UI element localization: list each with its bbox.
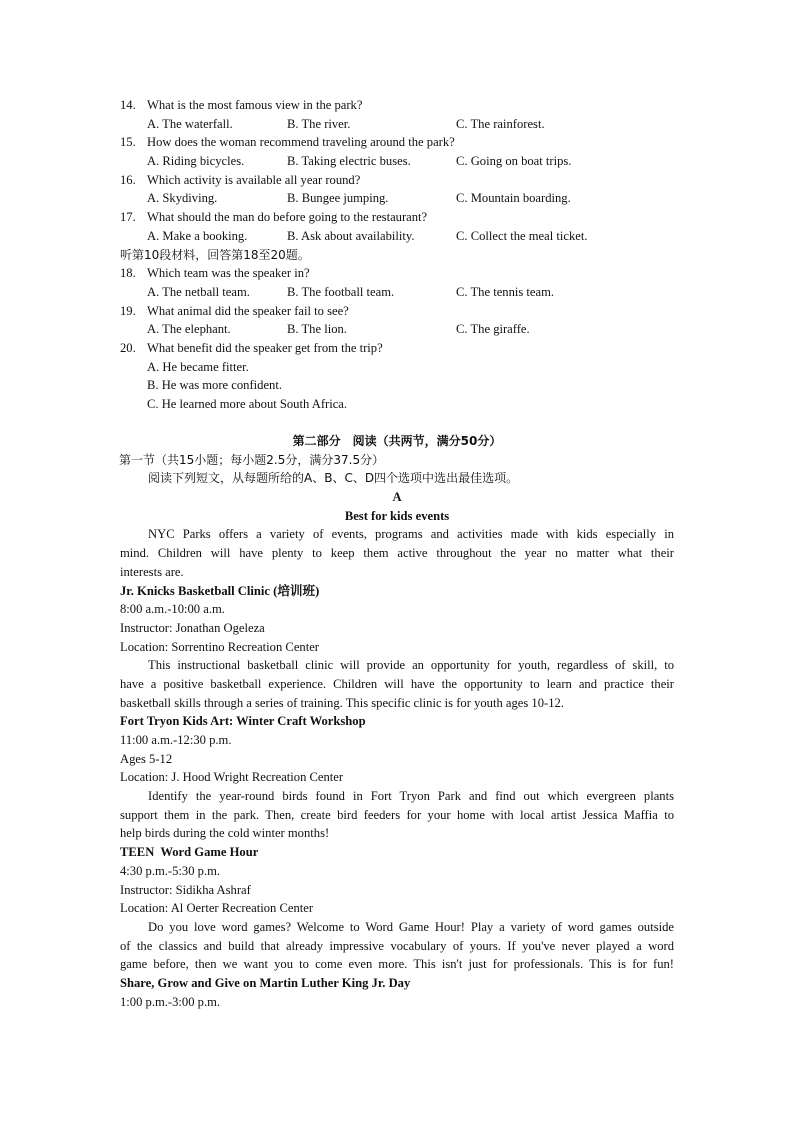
event-word-game-hour <box>120 843 674 974</box>
event-location: Location: Al Oerter Recreation Center <box>120 901 314 916</box>
event-instructor: Instructor: Sidikha Ashraf <box>120 882 251 897</box>
event-title: Jr. Knicks Basketball Clinic (培训班) <box>120 583 320 598</box>
question-text: What benefit did the speaker get from the trip? <box>147 340 383 355</box>
option-b: B. The river. <box>287 116 351 131</box>
event-desc-line: basketball skills through a series of training. This specific clinic is for youth ages 10-12. <box>120 695 564 710</box>
question-17 <box>120 208 680 245</box>
question-number: 14. <box>120 98 136 112</box>
option-b: B. Taking electric buses. <box>287 154 411 169</box>
section1-instruction: 阅读下列短文，从每题所给的A、B、C、D四个选项中选出最佳选项。 <box>148 471 519 486</box>
event-mlk-day <box>120 974 674 1011</box>
event-desc-line: help birds during the cold winter months! <box>120 826 330 841</box>
intro-line: interests are. <box>120 564 184 579</box>
question-20 <box>120 339 680 414</box>
event-time: 8:00 a.m.-10:00 a.m. <box>120 602 225 617</box>
option-b: B. The lion. <box>287 322 347 337</box>
question-number: 19. <box>120 303 136 318</box>
passage-title: Best for kids events <box>344 508 450 523</box>
question-text: Which team was the speaker in? <box>147 266 310 281</box>
passage-label: A <box>392 490 402 505</box>
question-number: 18. <box>120 266 136 281</box>
event-desc-line: have a positive basketball experience. Children will have the opportunity to learn and practice their <box>120 676 674 691</box>
event-desc-line: support them in the park. Then, create bird feeders for your home with local artist Jessica Maffia to <box>120 807 674 822</box>
question-text: How does the woman recommend traveling around the park? <box>147 135 455 150</box>
question-16 <box>120 171 680 208</box>
option-a: A. Skydiving. <box>147 191 218 206</box>
option-c: C. Mountain boarding. <box>456 191 571 206</box>
question-number: 17. <box>120 210 136 225</box>
event-location: Location: Sorrentino Recreation Center <box>120 639 319 654</box>
option-c: C. The rainforest. <box>456 116 545 131</box>
section1-title: 第一节（共15小题；每小题2.5分，满分37.5分） <box>119 452 385 467</box>
option-b: B. He was more confident. <box>147 378 282 393</box>
listening-questions <box>120 96 680 414</box>
option-c: C. He learned more about South Africa. <box>147 397 348 411</box>
question-text: What animal did the speaker fail to see? <box>147 303 349 318</box>
event-location: Location: J. Hood Wright Recreation Center <box>120 770 344 785</box>
intro-line: mind. Children will have plenty to keep them active throughout the year no matter what their <box>120 546 674 561</box>
event-ages: Ages 5-12 <box>120 751 173 766</box>
reading-section <box>120 432 674 1011</box>
event-desc-line: Do you love word games? Welcome to Word Game Hour! Play a variety of word games outside <box>148 919 674 934</box>
question-number: 15. <box>120 135 136 150</box>
event-title: Fort Tryon Kids Art: Winter Craft Workshop <box>120 714 366 729</box>
option-b: B. Bungee jumping. <box>287 191 389 206</box>
option-a: A. The netball team. <box>147 284 250 299</box>
question-15 <box>120 133 680 170</box>
event-instructor: Instructor: Jonathan Ogeleza <box>120 620 265 635</box>
event-basketball-clinic <box>120 582 674 713</box>
event-title: TEEN Word Game Hour <box>120 845 259 860</box>
intro-paragraph <box>120 525 674 581</box>
event-time: 11:00 a.m.-12:30 p.m. <box>120 733 232 747</box>
event-title: Share, Grow and Give on Martin Luther King Jr. Day <box>120 975 411 990</box>
question-18 <box>120 264 680 301</box>
option-b: B. Ask about availability. <box>287 228 415 243</box>
option-b: B. The football team. <box>287 284 395 299</box>
question-text: What should the man do before going to the restaurant? <box>147 210 428 225</box>
event-desc-line: Identify the year-round birds found in Fort Tryon Park and find out which evergreen plants <box>148 789 674 804</box>
question-number: 16. <box>120 172 136 187</box>
part2-title: 第二部分 阅读（共两节，满分50分） <box>292 434 502 448</box>
listening-instruction: 听第10段材料，回答第18至20题。 <box>120 247 310 262</box>
option-a: A. He became fitter. <box>147 359 249 374</box>
question-text: Which activity is available all year round? <box>147 172 361 187</box>
option-c: C. The giraffe. <box>456 322 530 337</box>
event-desc-line: This instructional basketball clinic will provide an opportunity for youth, regardless of skill, to <box>148 658 674 673</box>
question-19 <box>120 302 680 339</box>
option-a: A. The waterfall. <box>147 116 233 131</box>
question-number: 20. <box>120 340 136 355</box>
option-c: C. Collect the meal ticket. <box>456 228 588 243</box>
event-time: 4:30 p.m.-5:30 p.m. <box>120 863 221 878</box>
option-a: A. Riding bicycles. <box>147 154 245 169</box>
intro-line: NYC Parks offers a variety of events, programs and activities made with kids especially in <box>148 527 674 542</box>
question-14 <box>120 96 680 133</box>
event-winter-craft-workshop <box>120 712 674 843</box>
option-c: C. The tennis team. <box>456 284 555 299</box>
option-a: A. Make a booking. <box>147 228 248 243</box>
event-desc-line: game before, then we want you to come even more. This isn't just for professionals. This is for fun! <box>120 957 674 972</box>
event-desc-line: of the classics and build that already impressive vocabulary of yours. If you've never played a word <box>120 938 674 953</box>
question-text: What is the most famous view in the park? <box>147 98 363 112</box>
option-a: A. The elephant. <box>147 322 231 337</box>
event-time: 1:00 p.m.-3:00 p.m. <box>120 994 221 1009</box>
option-c: C. Going on boat trips. <box>456 154 572 169</box>
